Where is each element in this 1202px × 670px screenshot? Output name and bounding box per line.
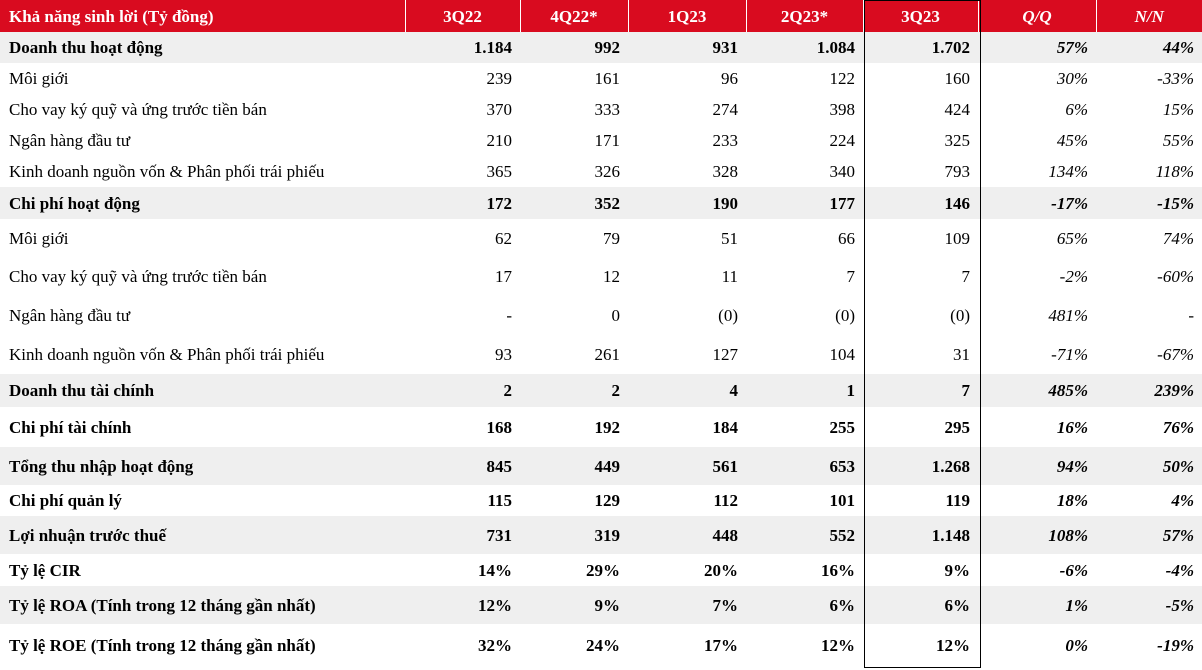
cell-2q23: 177 — [746, 187, 863, 219]
cell-qoq: 6% — [1065, 100, 1088, 119]
row-label-cell — [0, 586, 405, 624]
cell-qoq: 45% — [1056, 131, 1088, 150]
table-row — [0, 624, 1202, 667]
cell-3q23: 146 — [863, 187, 978, 219]
cell-3q23: 119 — [945, 491, 970, 510]
cell-qoq: -17% — [978, 187, 1096, 219]
row-label-cell — [0, 624, 405, 667]
cell-qoq: 108% — [978, 516, 1096, 554]
cell-2q23: 104 — [829, 345, 855, 364]
cell-2q23: 340 — [829, 162, 855, 181]
cell-qoq: 481% — [1048, 306, 1088, 325]
cell-3q22: 239 — [486, 69, 512, 88]
cell-3q22: 93 — [495, 345, 512, 364]
cell-4q22: 24% — [586, 636, 620, 655]
row-label: Ngân hàng đầu tư — [9, 131, 131, 150]
cell-3q22: 210 — [486, 131, 512, 150]
cell-3q22: 365 — [486, 162, 512, 181]
cell-qoq: 57% — [978, 32, 1096, 63]
cell-qoq: 94% — [978, 447, 1096, 485]
cell-1q23: 96 — [721, 69, 738, 88]
cell-1q23: (0) — [718, 306, 738, 325]
cell-2q23: 224 — [829, 131, 855, 150]
cell-2q23: 66 — [838, 228, 855, 248]
cell-qoq: 30% — [1056, 69, 1088, 88]
cell-3q23: 325 — [944, 131, 970, 150]
cell-1q23: 51 — [721, 228, 738, 248]
row-label-cell — [0, 94, 405, 125]
cell-3q22: 731 — [405, 516, 520, 554]
table-row — [0, 586, 1202, 624]
cell-4q22: 171 — [594, 131, 620, 150]
row-label: Kinh doanh nguồn vốn & Phân phối trái phiếu — [9, 162, 325, 181]
cell-3q23: 424 — [944, 100, 970, 119]
cell-yoy: -5% — [1096, 586, 1202, 624]
cell-3q23: 109 — [944, 228, 970, 248]
cell-3q23: (0) — [950, 306, 970, 325]
row-label-cell — [0, 335, 405, 374]
cell-3q22: 14% — [478, 560, 512, 580]
row-label-cell — [0, 219, 405, 257]
table-header — [0, 0, 1202, 32]
cell-4q22: 12 — [603, 267, 620, 286]
cell-3q22: 1.184 — [405, 32, 520, 63]
cell-1q23: 233 — [712, 131, 738, 150]
cell-2q23: 101 — [829, 491, 855, 510]
cell-1q23: 190 — [628, 187, 746, 219]
cell-4q22: 129 — [594, 491, 620, 510]
cell-3q22: 845 — [405, 447, 520, 485]
cell-4q22: 2 — [520, 374, 628, 407]
cell-1q23: 7% — [628, 586, 746, 624]
header-1q23: 1Q23 — [628, 0, 746, 32]
cell-3q22: 17 — [495, 267, 512, 286]
cell-3q22: 115 — [487, 491, 512, 510]
cell-3q23: 7 — [961, 267, 970, 286]
cell-yoy: -67% — [1157, 345, 1194, 364]
cell-3q22: 32% — [478, 636, 512, 655]
cell-qoq: 18% — [1056, 491, 1088, 510]
table-row — [0, 257, 1202, 296]
cell-2q23: 6% — [746, 586, 863, 624]
table-row — [0, 516, 1202, 554]
cell-yoy: - — [1188, 306, 1194, 325]
row-label: Ngân hàng đầu tư — [9, 306, 131, 325]
cell-yoy: 55% — [1162, 131, 1194, 150]
row-label-cell — [0, 125, 405, 156]
cell-1q23: 127 — [712, 345, 738, 364]
cell-qoq: -71% — [1051, 345, 1088, 364]
row-label-cell — [0, 257, 405, 296]
cell-4q22: 333 — [594, 100, 620, 119]
cell-3q23: 295 — [944, 417, 970, 437]
cell-qoq: -6% — [1059, 560, 1088, 580]
row-label: Kinh doanh nguồn vốn & Phân phối trái phiếu — [9, 345, 325, 364]
row-label-cell — [0, 407, 405, 447]
row-label-cell — [0, 187, 405, 219]
table-row — [0, 335, 1202, 374]
row-label: Doanh thu hoạt động — [9, 38, 163, 57]
table-row — [0, 296, 1202, 335]
header-qoq: Q/Q — [978, 0, 1096, 32]
table-row — [0, 407, 1202, 447]
cell-yoy: -19% — [1157, 636, 1194, 655]
cell-1q23: 931 — [628, 32, 746, 63]
cell-4q22: 326 — [594, 162, 620, 181]
cell-2q23: 552 — [746, 516, 863, 554]
table-row — [0, 32, 1202, 63]
cell-2q23: 1.084 — [746, 32, 863, 63]
cell-4q22: 261 — [594, 345, 620, 364]
row-label: Tỷ lệ ROA — [9, 595, 87, 615]
cell-4q22: 29% — [586, 560, 620, 580]
cell-3q23: 160 — [944, 69, 970, 88]
row-label: Tỷ lệ ROE — [9, 636, 87, 655]
row-label: Cho vay ký quỹ và ứng trước tiền bán — [9, 267, 267, 286]
row-label-cell — [0, 296, 405, 335]
cell-3q23: 793 — [944, 162, 970, 181]
cell-yoy: 74% — [1162, 228, 1194, 248]
table-row — [0, 125, 1202, 156]
header-3q22: 3Q22 — [405, 0, 520, 32]
cell-2q23: 1 — [746, 374, 863, 407]
header-row — [0, 0, 1202, 32]
header-3q23: 3Q23 — [863, 0, 978, 32]
cell-yoy: -60% — [1157, 267, 1194, 286]
row-label: Chi phí tài chính — [9, 417, 132, 437]
table-body — [0, 32, 1202, 667]
cell-3q22: 2 — [405, 374, 520, 407]
cell-2q23: 12% — [821, 636, 855, 655]
row-label: Lợi nhuận trước thuế — [9, 525, 167, 545]
header-4q22: 4Q22* — [520, 0, 628, 32]
cell-1q23: 274 — [712, 100, 738, 119]
row-label: Môi giới — [9, 228, 69, 248]
cell-3q22: 168 — [486, 417, 512, 437]
row-label-cell — [0, 63, 405, 94]
cell-4q22: 449 — [520, 447, 628, 485]
table-row — [0, 63, 1202, 94]
cell-2q23: 398 — [829, 100, 855, 119]
row-label-cell — [0, 516, 405, 554]
cell-3q22: - — [506, 306, 512, 325]
cell-3q22: 172 — [405, 187, 520, 219]
cell-qoq: 0% — [1065, 636, 1088, 655]
cell-4q22: 192 — [594, 417, 620, 437]
cell-qoq: -2% — [1059, 267, 1088, 286]
cell-3q23: 1.268 — [863, 447, 978, 485]
cell-yoy: 118% — [1155, 162, 1194, 181]
table-row — [0, 187, 1202, 219]
cell-3q22: 370 — [486, 100, 512, 119]
cell-qoq: 16% — [1056, 417, 1088, 437]
cell-4q22: 79 — [603, 228, 620, 248]
cell-qoq: 485% — [978, 374, 1096, 407]
cell-3q23: 31 — [953, 345, 970, 364]
cell-qoq: 134% — [1048, 162, 1088, 181]
cell-4q22: 352 — [520, 187, 628, 219]
cell-4q22: 161 — [594, 69, 620, 88]
cell-1q23: 11 — [721, 267, 738, 286]
cell-4q22: 992 — [520, 32, 628, 63]
header-metric-label: Khả năng sinh lời (Tỷ đồng) — [0, 0, 405, 32]
row-label: Môi giới — [9, 69, 69, 88]
cell-4q22: 319 — [520, 516, 628, 554]
cell-yoy: -33% — [1157, 69, 1194, 88]
table-row — [0, 94, 1202, 125]
cell-1q23: 561 — [628, 447, 746, 485]
cell-yoy: 239% — [1096, 374, 1202, 407]
cell-4q22: 0 — [611, 306, 620, 325]
table-row — [0, 374, 1202, 407]
row-label-cell — [0, 554, 405, 586]
cell-1q23: 4 — [628, 374, 746, 407]
cell-yoy: 44% — [1096, 32, 1202, 63]
row-label-cell — [0, 447, 405, 485]
cell-3q23: 7 — [863, 374, 978, 407]
cell-2q23: 16% — [821, 560, 855, 580]
row-label-note: (Tính trong 12 tháng gần nhất) — [90, 636, 316, 655]
table-row — [0, 554, 1202, 586]
row-label: Doanh thu tài chính — [9, 381, 155, 400]
row-label: Tỷ lệ CIR — [9, 560, 81, 580]
header-2q23: 2Q23* — [746, 0, 863, 32]
cell-qoq: 1% — [978, 586, 1096, 624]
row-label-cell — [0, 485, 405, 516]
cell-yoy: -15% — [1096, 187, 1202, 219]
cell-4q22: 9% — [520, 586, 628, 624]
cell-qoq: 65% — [1056, 228, 1088, 248]
table-row — [0, 156, 1202, 187]
cell-3q22: 12% — [405, 586, 520, 624]
cell-1q23: 17% — [704, 636, 738, 655]
cell-yoy: 15% — [1162, 100, 1194, 119]
row-label-note: (Tính trong 12 tháng gần nhất) — [90, 595, 316, 615]
cell-3q23: 6% — [863, 586, 978, 624]
cell-3q22: 62 — [495, 228, 512, 248]
cell-2q23: (0) — [835, 306, 855, 325]
cell-yoy: 50% — [1096, 447, 1202, 485]
cell-3q23: 9% — [944, 560, 970, 580]
cell-2q23: 653 — [746, 447, 863, 485]
cell-3q23: 1.148 — [863, 516, 978, 554]
table-row — [0, 447, 1202, 485]
row-label-cell — [0, 374, 405, 407]
row-label: Chi phí quản lý — [9, 491, 122, 510]
cell-yoy: 57% — [1096, 516, 1202, 554]
cell-2q23: 122 — [829, 69, 855, 88]
cell-yoy: 4% — [1171, 491, 1194, 510]
cell-1q23: 20% — [704, 560, 738, 580]
row-label-cell — [0, 32, 405, 63]
cell-1q23: 184 — [712, 417, 738, 437]
cell-3q23: 1.702 — [863, 32, 978, 63]
cell-1q23: 112 — [713, 491, 738, 510]
table-row — [0, 219, 1202, 257]
cell-yoy: -4% — [1165, 560, 1194, 580]
table-row — [0, 485, 1202, 516]
cell-yoy: 76% — [1162, 417, 1194, 437]
header-yoy: N/N — [1096, 0, 1202, 32]
cell-1q23: 448 — [628, 516, 746, 554]
cell-1q23: 328 — [712, 162, 738, 181]
row-label: Chi phí hoạt động — [9, 193, 140, 213]
row-label-cell — [0, 156, 405, 187]
row-label: Cho vay ký quỹ và ứng trước tiền bán — [9, 100, 267, 119]
cell-3q23: 12% — [936, 636, 970, 655]
row-label: Tổng thu nhập hoạt động — [9, 456, 194, 476]
cell-2q23: 7 — [846, 267, 855, 286]
cell-2q23: 255 — [829, 417, 855, 437]
